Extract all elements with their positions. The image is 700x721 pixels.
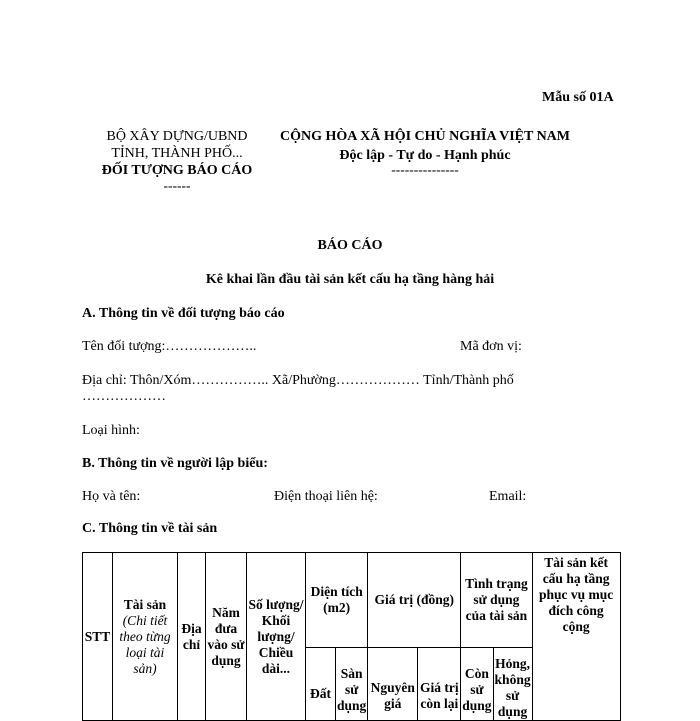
sub-damaged-header: Hỏng, không sử dụng [493, 648, 532, 721]
sub-original-header: Nguyên giá [368, 648, 418, 721]
preparer-name-field: Họ và tên: [82, 489, 141, 504]
reporting-entity-line: ĐỐI TƯỢNG BÁO CÁO [101, 163, 253, 178]
section-b-heading: B. Thông tin về người lập biểu: [82, 456, 268, 471]
col-public-header: Tài sản kết cấu hạ tầng phục vụ mục đích công cộng [532, 553, 620, 721]
col-quantity-header: Số lượng/ Khối lượng/ Chiều dài... [247, 553, 306, 721]
col-area-header: Diện tích (m2) [306, 553, 368, 648]
entity-name-field: Tên đối tượng:……………….. [82, 339, 257, 354]
col-year-header: Năm đưa vào sử dụng [206, 553, 247, 721]
right-header-rule: --------------- [391, 162, 459, 177]
sub-floor-header: Sàn sử dụng [336, 648, 368, 721]
section-c-heading: C. Thông tin về tài sản [82, 521, 218, 536]
sub-in-use-header: Còn sử dụng [461, 648, 493, 721]
document-subtitle: Kê khai lần đầu tài sản kết cấu hạ tầng hàng hải [205, 272, 495, 287]
col-status-header: Tình trạng sử dụng của tài sản [461, 553, 532, 648]
address-field-continued: ……………… [82, 389, 166, 404]
unit-code-field: Mã đơn vị: [460, 339, 522, 354]
col-asset-label: Tài sản [123, 596, 167, 612]
email-field: Email: [489, 489, 527, 504]
phone-field: Điện thoại liên hệ: [274, 489, 378, 504]
section-a-heading: A. Thông tin về đối tượng báo cáo [82, 306, 285, 321]
address-field: Địa chỉ: Thôn/Xóm…………….. Xã/Phường……………… Tỉnh/Thành phố [82, 373, 514, 388]
col-asset-header [113, 553, 178, 721]
left-header-rule: ------ [163, 178, 191, 193]
form-code: Mẫu số 01A [542, 90, 614, 105]
entity-type-field: Loại hình: [82, 423, 140, 438]
sub-remaining-header: Giá trị còn lại [418, 648, 461, 721]
country-name: CỘNG HÒA XÃ HỘI CHỦ NGHĨA VIỆT NAM [279, 129, 570, 144]
col-asset-note: (Chi tiết theo từng loại tài sản) [119, 612, 171, 676]
motto: Độc lập - Tự do - Hạnh phúc [339, 148, 511, 163]
col-stt-header: STT [83, 553, 113, 721]
col-address-header: Địa chỉ [178, 553, 206, 721]
asset-table [82, 552, 621, 721]
sub-land-header: Đất [306, 648, 336, 721]
province-line: TỈNH, THÀNH PHỐ... [111, 146, 243, 161]
col-value-header: Giá trị (đồng) [368, 553, 461, 648]
ministry-line: BỘ XÂY DỰNG/UBND [106, 129, 248, 144]
document-title: BÁO CÁO [317, 238, 383, 253]
